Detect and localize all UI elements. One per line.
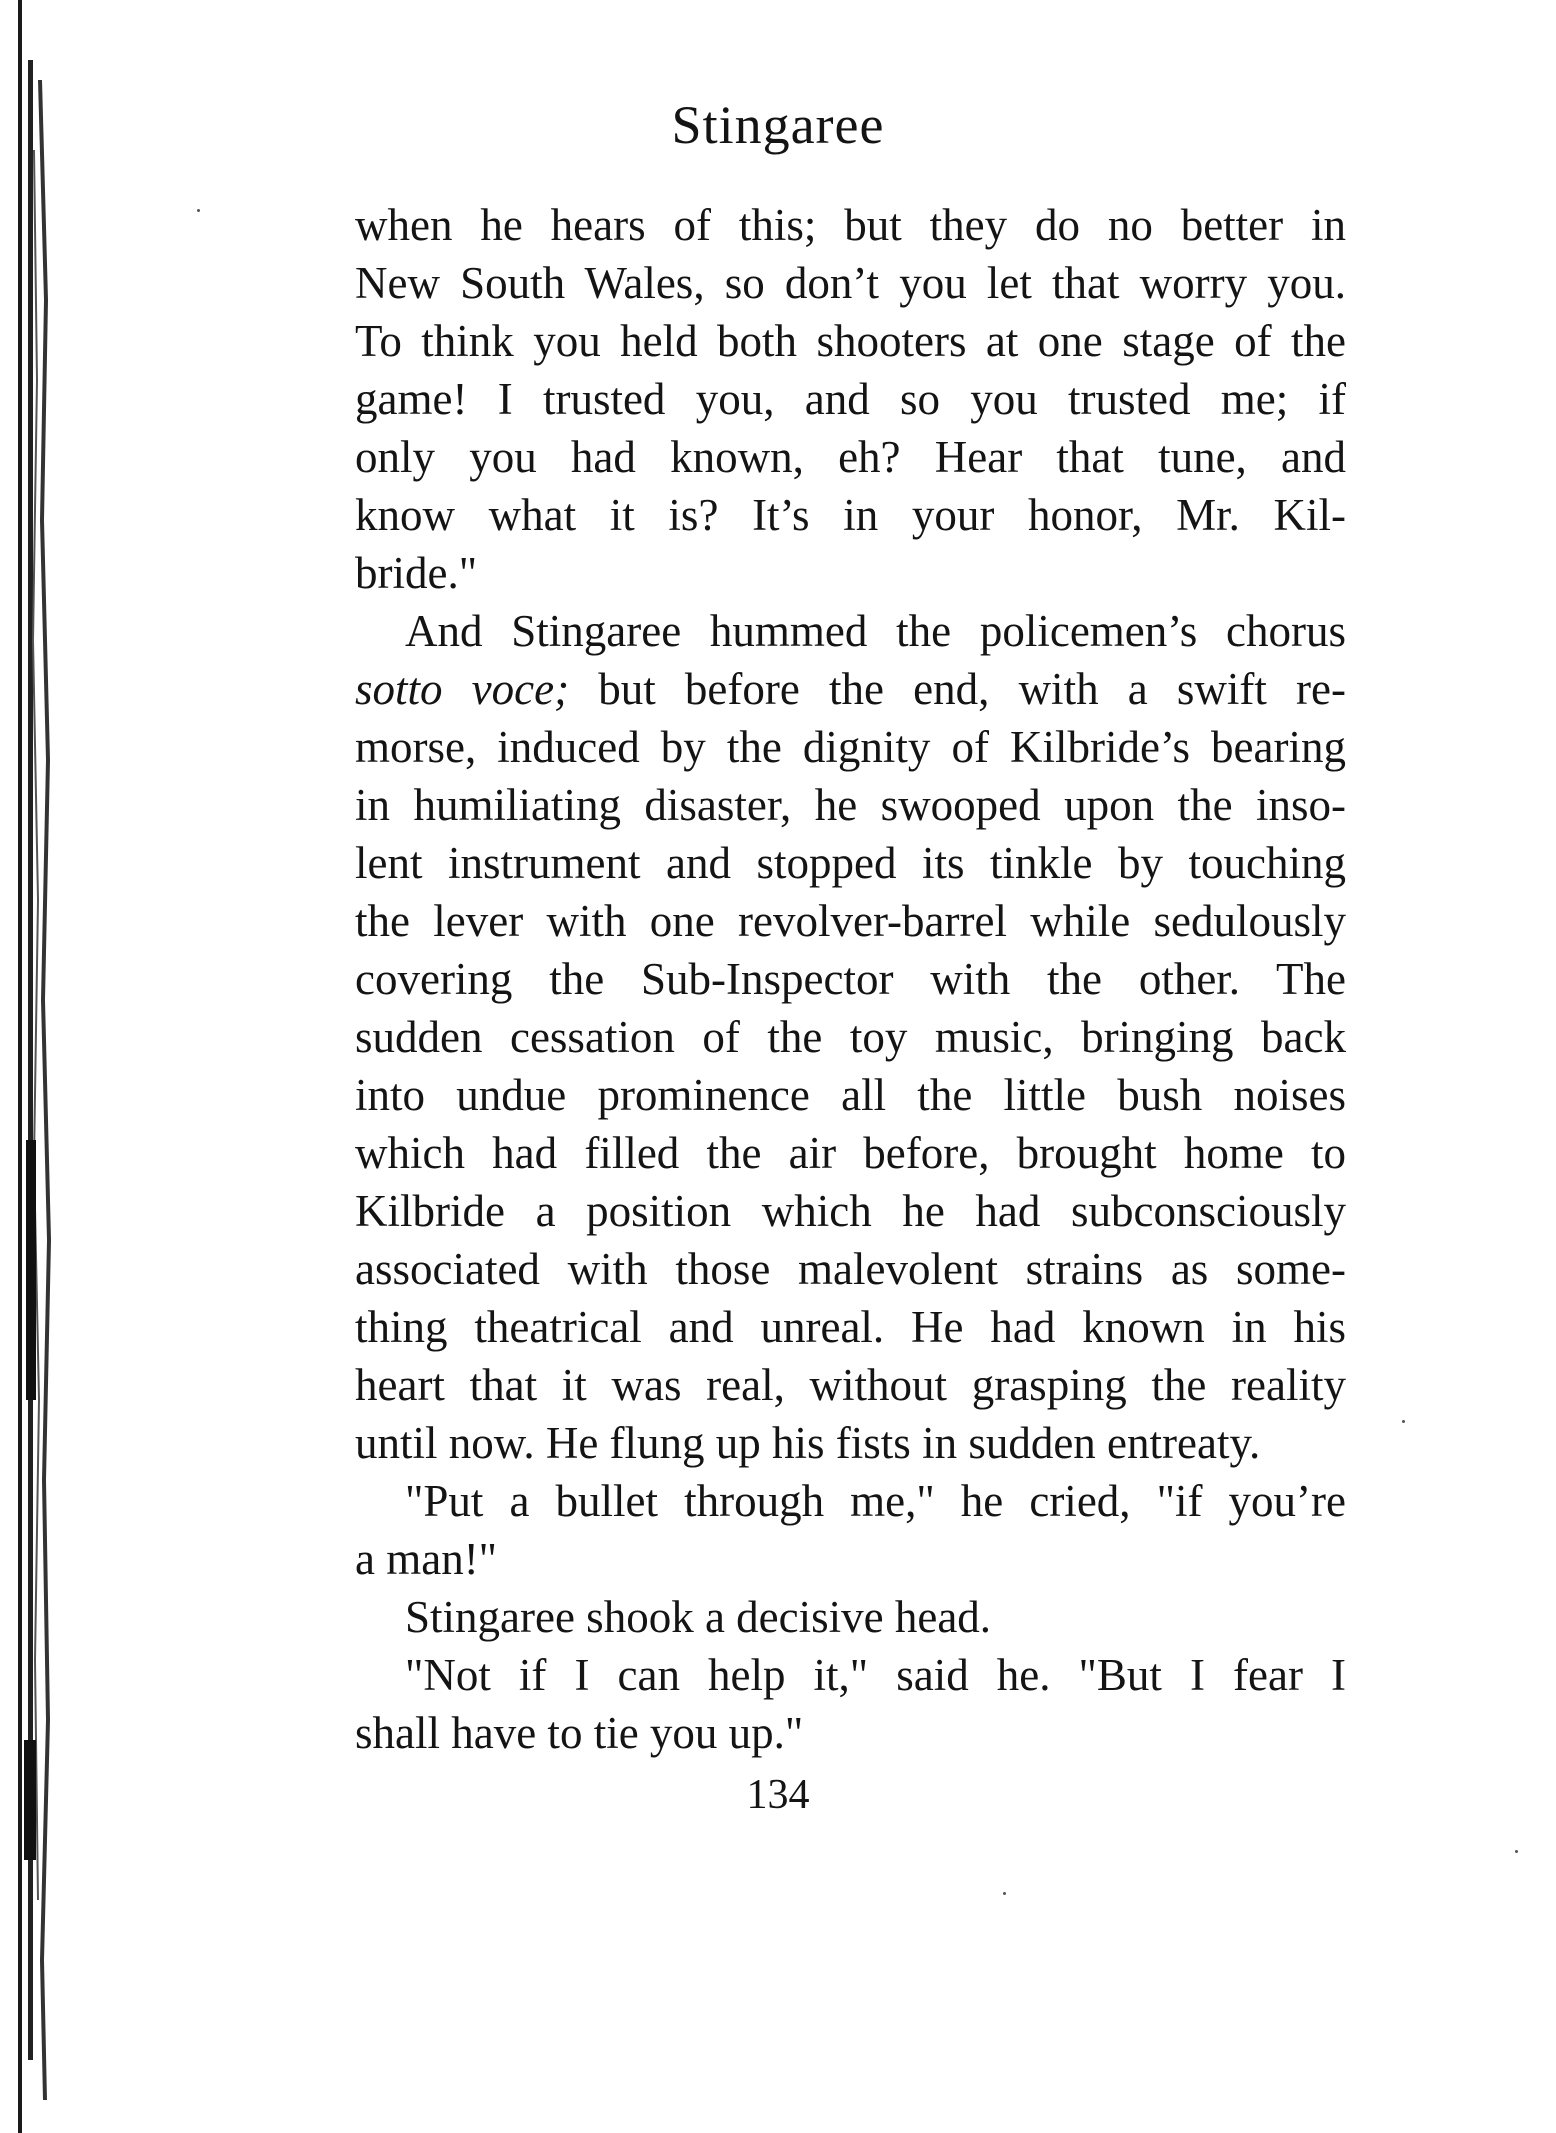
text-line: morse, induced by the dignity of Kilbride’s bearing xyxy=(355,722,1346,772)
text-line xyxy=(355,660,1346,718)
page-number: 134 xyxy=(746,1772,810,1818)
text-line: heart that it was real, without grasping the reality xyxy=(355,1360,1346,1410)
paragraph-first-line: "Put a bullet through me," he cried, "if you’re xyxy=(405,1476,1346,1526)
scan-speck xyxy=(1515,1850,1518,1853)
scan-speck xyxy=(197,209,200,212)
text-line-remainder: but before the end, with a swift re- xyxy=(569,664,1346,714)
text-line: bride." xyxy=(355,548,478,598)
text-line: know what it is? It’s in your honor, Mr. Kil- xyxy=(355,490,1346,540)
text-line: the lever with one revolver-barrel while sedulously xyxy=(355,896,1346,946)
body-text xyxy=(355,196,1346,1762)
paragraph-first-line: Stingaree shook a decisive head. xyxy=(405,1592,992,1642)
paragraph-first-line: "Not if I can help it," said he. "But I fear I xyxy=(405,1650,1346,1700)
text-line: covering the Sub-Inspector with the other. The xyxy=(355,954,1346,1004)
text-line: Kilbride a position which he had subconsciously xyxy=(355,1186,1346,1236)
paragraph-first-line: And Stingaree hummed the policemen’s chorus xyxy=(405,606,1346,656)
text-line: until now. He flung up his fists in sudden entreaty. xyxy=(355,1418,1261,1468)
running-head: Stingaree xyxy=(671,95,885,155)
italic-phrase: sotto voce; xyxy=(355,664,570,714)
text-line: which had filled the air before, brought home to xyxy=(355,1128,1346,1178)
text-line: a man!" xyxy=(355,1534,498,1584)
text-line: To think you held both shooters at one stage of the xyxy=(355,316,1346,366)
text-line: thing theatrical and unreal. He had known in his xyxy=(355,1302,1346,1352)
scan-speck xyxy=(1402,1420,1405,1423)
text-line: in humiliating disaster, he swooped upon the inso- xyxy=(355,780,1346,830)
text-line: shall have to tie you up." xyxy=(355,1708,804,1758)
text-line: game! I trusted you, and so you trusted me; if xyxy=(355,374,1346,424)
text-line: associated with those malevolent strains as some- xyxy=(355,1244,1346,1294)
text-line: into undue prominence all the little bush noises xyxy=(355,1070,1346,1120)
text-line: sudden cessation of the toy music, bringing back xyxy=(355,1012,1346,1062)
text-line: New South Wales, so don’t you let that worry you. xyxy=(355,258,1346,308)
text-line: only you had known, eh? Hear that tune, and xyxy=(355,432,1346,482)
scan-speck xyxy=(1003,1892,1006,1895)
text-line: when he hears of this; but they do no better in xyxy=(355,200,1346,250)
text-line: lent instrument and stopped its tinkle by touching xyxy=(355,838,1346,888)
